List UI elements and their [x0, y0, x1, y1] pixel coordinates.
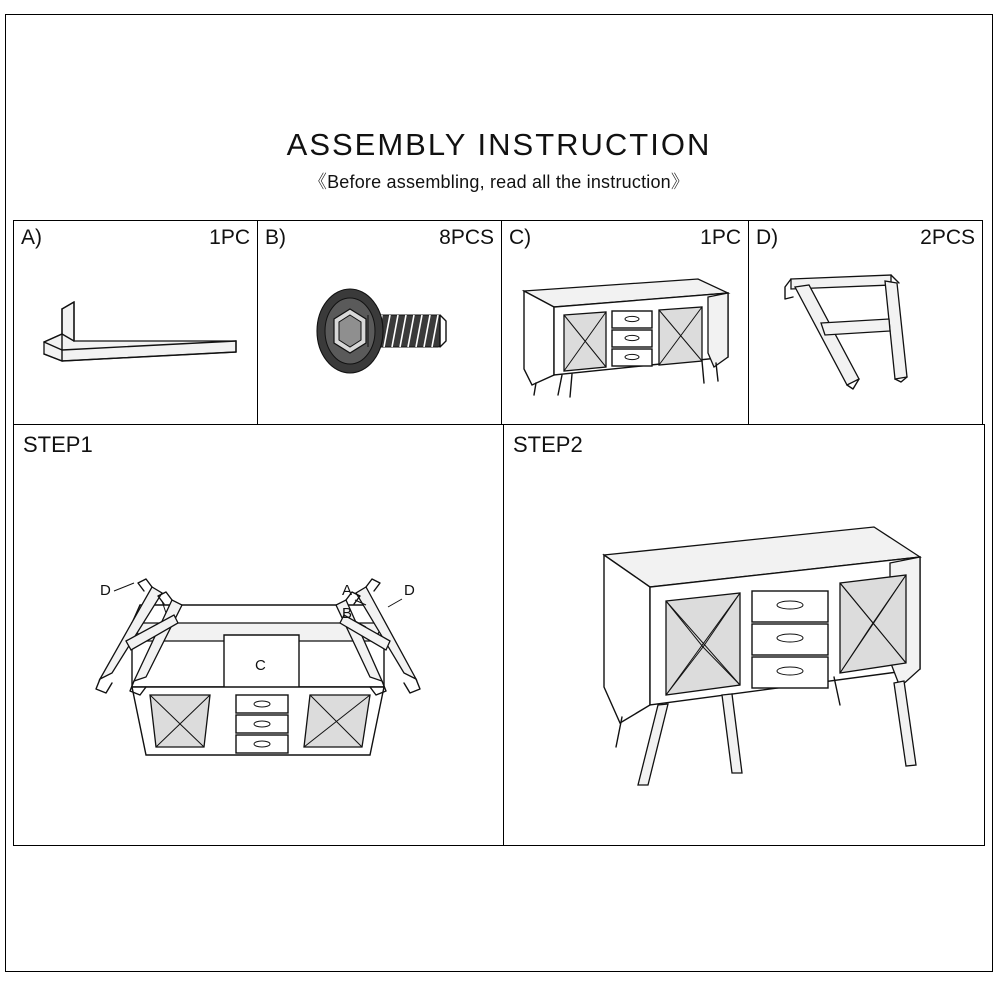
steps-section: [13, 424, 985, 846]
page-subtitle: 《Before assembling, read all the instruction》: [308, 172, 690, 193]
step-label-1: STEP1: [23, 432, 93, 457]
title-block: [13, 128, 985, 194]
callout-d-left: D: [100, 582, 111, 599]
part-qty-a: 1PC: [209, 226, 250, 249]
part-cell-a: [13, 220, 258, 425]
bolt-icon: [258, 249, 501, 424]
part-cell-d: [748, 220, 983, 425]
part-qty-c: 1PC: [700, 226, 741, 249]
part-label-d: D): [756, 226, 779, 249]
part-cell-c: [501, 220, 749, 425]
parts-list: [13, 220, 985, 425]
leg-frame-icon: [749, 249, 982, 424]
part-cell-b: [257, 220, 502, 425]
callout-c: C: [255, 657, 266, 674]
step2-diagram: [504, 455, 984, 845]
part-label-a: A): [21, 226, 42, 249]
page-title: ASSEMBLY INSTRUCTION: [286, 127, 712, 162]
callout-b: B: [342, 605, 353, 622]
callout-a: A: [342, 582, 353, 599]
allen-key-icon: [14, 249, 257, 424]
part-qty-b: 8PCS: [439, 226, 494, 249]
part-label-b: B): [265, 226, 286, 249]
callout-d-right: D: [404, 582, 415, 599]
step-label-2: STEP2: [513, 432, 583, 457]
step1-diagram: [14, 455, 503, 845]
part-qty-d: 2PCS: [920, 226, 975, 249]
step-cell-2: [503, 424, 985, 846]
cabinet-icon: [502, 249, 748, 424]
step-cell-1: [13, 424, 504, 846]
part-label-c: C): [509, 226, 532, 249]
